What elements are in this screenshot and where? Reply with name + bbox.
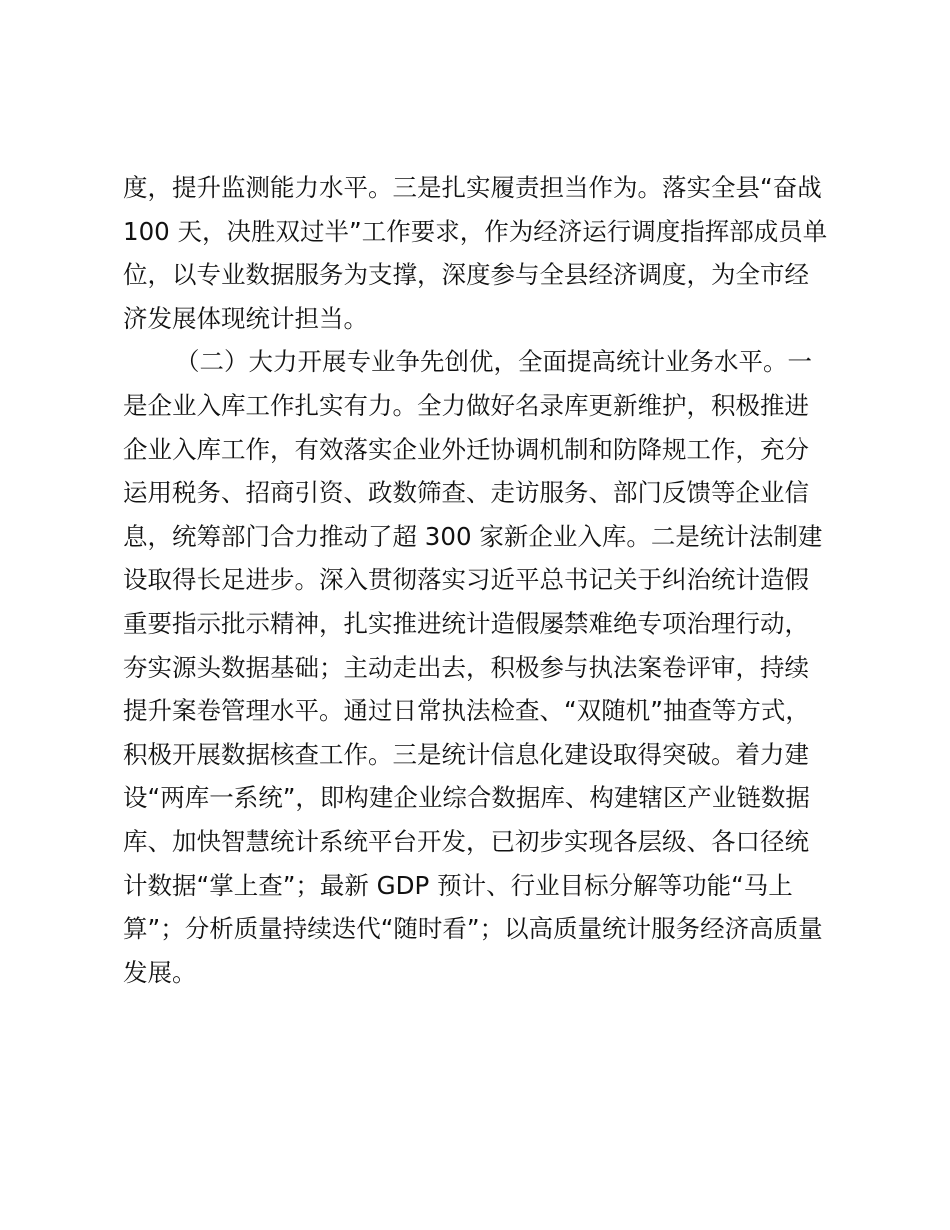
text-line: 夯实源头数据基础；主动走出去，积极参与执法案卷评审，持续 — [123, 652, 809, 682]
text-line: 息，统筹部门合力推动了超 300 家新企业入库。二是统计法制建 — [123, 521, 823, 551]
body-text — [123, 166, 843, 994]
text-line: 算”；分析质量持续迭代“随时看”；以高质量统计服务经济高质量 — [123, 914, 823, 944]
text-line: 100 天，决胜双过半”工作要求，作为经济运行调度指挥部成员单 — [123, 216, 828, 246]
text-line: 设取得长足进步。深入贯彻落实习近平总书记关于纠治统计造假 — [123, 565, 809, 595]
text-line: 发展。 — [123, 957, 197, 987]
text-line: 企业入库工作，有效落实企业外迁协调机制和防降规工作，充分 — [123, 434, 809, 464]
text-line: 库、加快智慧统计系统平台开发，已初步实现各层级、各口径统 — [123, 826, 809, 856]
text-line: 济发展体现统计担当。 — [123, 303, 368, 333]
section-heading-line: （二）大力开展专业争先创优，全面提高统计业务水平。一 — [175, 347, 812, 377]
text-line: 是企业入库工作扎实有力。全力做好名录库更新维护，积极推进 — [123, 390, 809, 420]
text-line: 计数据“掌上查”；最新 GDP 预计、行业目标分解等功能“马上 — [123, 870, 793, 900]
text-line: 度，提升监测能力水平。三是扎实履责担当作为。落实全县“奋战 — [123, 173, 822, 202]
text-line: 位，以专业数据服务为支撑，深度参与全县经济调度，为全市经 — [123, 260, 809, 290]
text-line: 设“两库一系统”，即构建企业综合数据库、构建辖区产业链数据 — [123, 783, 810, 813]
text-line: 运用税务、招商引资、政数筛查、走访服务、部门反馈等企业信 — [123, 478, 809, 508]
text-line: 重要指示批示精神，扎实推进统计造假屡禁难绝专项治理行动， — [123, 608, 809, 638]
text-line: 提升案卷管理水平。通过日常执法检查、“双随机”抽查等方式， — [123, 696, 810, 726]
text-line: 积极开展数据核查工作。三是统计信息化建设取得突破。着力建 — [123, 739, 809, 769]
